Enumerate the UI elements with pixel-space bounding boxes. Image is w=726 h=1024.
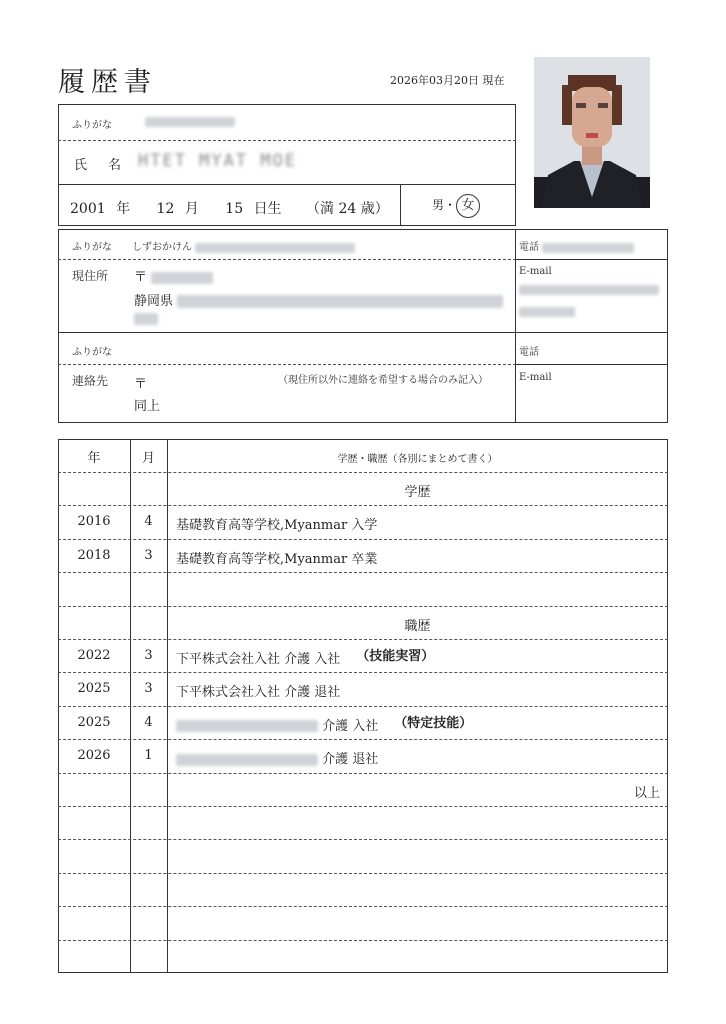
phone-value xyxy=(542,243,634,253)
contact-furigana-label: ふりがな xyxy=(72,347,112,358)
row-divider xyxy=(58,639,668,640)
row-divider xyxy=(58,806,668,807)
furigana-label: ふりがな xyxy=(72,120,112,131)
row-suffix: （技能実習） xyxy=(356,649,435,664)
contact-same: 同上 xyxy=(134,399,161,414)
col-desc-header: 学歴・職歴（各別にまとめて書く） xyxy=(337,454,498,465)
document-date: 2026年03月20日 現在 xyxy=(390,74,505,87)
id-photo xyxy=(534,57,650,208)
col-month-header: 月 xyxy=(141,451,155,466)
page-title: 履歴書 xyxy=(58,67,157,98)
row-year: 2018 xyxy=(77,547,111,563)
row-divider xyxy=(58,572,668,573)
row-desc xyxy=(176,514,377,533)
furigana-value xyxy=(145,117,235,127)
address-line1 xyxy=(177,295,503,308)
divider xyxy=(58,259,516,260)
row-desc-text: 以上 xyxy=(633,785,660,801)
divider xyxy=(515,364,668,365)
row-year: 2025 xyxy=(77,714,111,730)
address-furigana-prefix: しずおかけん xyxy=(132,242,192,253)
birthdate xyxy=(70,198,389,218)
row-suffix: （特定技能） xyxy=(394,715,473,731)
divider xyxy=(58,364,516,365)
row-company-blurred xyxy=(176,754,318,766)
row-divider xyxy=(58,472,668,473)
gender-sep: ・ xyxy=(444,198,457,212)
row-desc-text: 下平株式会社入社 介護 入社 xyxy=(176,652,341,667)
row-desc xyxy=(634,782,660,801)
postal-mark: 〒 xyxy=(134,270,148,285)
divider xyxy=(58,332,668,333)
row-desc-text: 基礎教育高等学校,Myanmar 卒業 xyxy=(176,551,378,567)
col-year-header: 年 xyxy=(87,451,101,466)
day-unit: 日生 xyxy=(253,201,282,217)
row-divider xyxy=(58,906,668,907)
divider xyxy=(515,259,668,260)
contact-phone-label: 電話 xyxy=(519,347,539,358)
birth-month: 12 xyxy=(156,201,175,217)
birth-day: 15 xyxy=(225,201,244,217)
row-desc xyxy=(176,748,378,767)
row-year: 2016 xyxy=(77,514,111,530)
row-year: 2025 xyxy=(77,681,111,697)
birth-year: 2001 xyxy=(70,201,106,217)
name-label: 氏 名 xyxy=(74,158,126,173)
row-desc xyxy=(176,648,434,667)
row-desc-text: 学歴 xyxy=(404,485,431,500)
row-month: 1 xyxy=(144,748,153,764)
row-year: 2022 xyxy=(77,648,111,663)
row-divider xyxy=(58,940,668,941)
row-month: 3 xyxy=(144,681,153,697)
contact-email-label: E-mail xyxy=(519,372,552,383)
row-divider xyxy=(58,773,668,774)
row-month: 3 xyxy=(144,648,153,663)
row-divider xyxy=(58,739,668,740)
row-desc-text: 介護 入社 xyxy=(322,718,379,734)
phone-label: 電話 xyxy=(519,242,539,253)
row-month: 4 xyxy=(144,514,153,530)
row-divider xyxy=(58,505,668,506)
portrait-icon xyxy=(534,57,650,208)
row-desc xyxy=(167,615,668,634)
year-unit: 年 xyxy=(116,201,131,217)
address-label: 現住所 xyxy=(72,269,109,283)
email-line2 xyxy=(519,307,575,317)
row-month: 4 xyxy=(144,714,153,730)
gender-selector xyxy=(432,194,480,218)
row-desc-text: 下平株式会社入社 介護 退社 xyxy=(176,685,341,701)
contact-postal-mark: 〒 xyxy=(134,377,148,392)
email-line1 xyxy=(519,285,659,295)
address-furigana-label: ふりがな xyxy=(72,242,112,253)
row-desc xyxy=(176,715,472,734)
row-desc xyxy=(167,481,668,500)
row-divider xyxy=(58,606,668,607)
divider xyxy=(58,184,516,185)
email-label: E-mail xyxy=(519,266,552,277)
month-unit: 月 xyxy=(184,201,199,217)
row-year: 2026 xyxy=(77,748,111,764)
gender-female-circled: 女 xyxy=(456,194,480,218)
row-month: 3 xyxy=(144,547,153,563)
address-line2 xyxy=(134,313,158,325)
divider xyxy=(400,184,401,226)
row-divider xyxy=(58,873,668,874)
row-divider xyxy=(58,539,668,540)
row-desc xyxy=(176,681,340,700)
row-divider xyxy=(58,672,668,673)
contact-note: （現住所以外に連絡を希望する場合のみ記入） xyxy=(278,375,488,386)
prefecture: 静岡県 xyxy=(134,294,174,309)
row-desc-text: 職歴 xyxy=(404,618,431,634)
row-desc-text: 介護 退社 xyxy=(322,752,379,768)
row-company-blurred xyxy=(176,720,318,732)
contact-label: 連絡先 xyxy=(72,374,109,388)
row-desc-text: 基礎教育高等学校,Myanmar 入学 xyxy=(176,518,378,534)
row-desc xyxy=(176,548,377,567)
row-divider xyxy=(58,706,668,707)
divider xyxy=(58,140,516,141)
address-furigana-value xyxy=(195,243,355,253)
name-value: HTET MYAT MOE xyxy=(138,151,298,171)
gender-male: 男 xyxy=(432,198,445,212)
postal-value xyxy=(151,272,213,284)
row-divider xyxy=(58,839,668,840)
age: （満 24 歳） xyxy=(306,201,389,217)
